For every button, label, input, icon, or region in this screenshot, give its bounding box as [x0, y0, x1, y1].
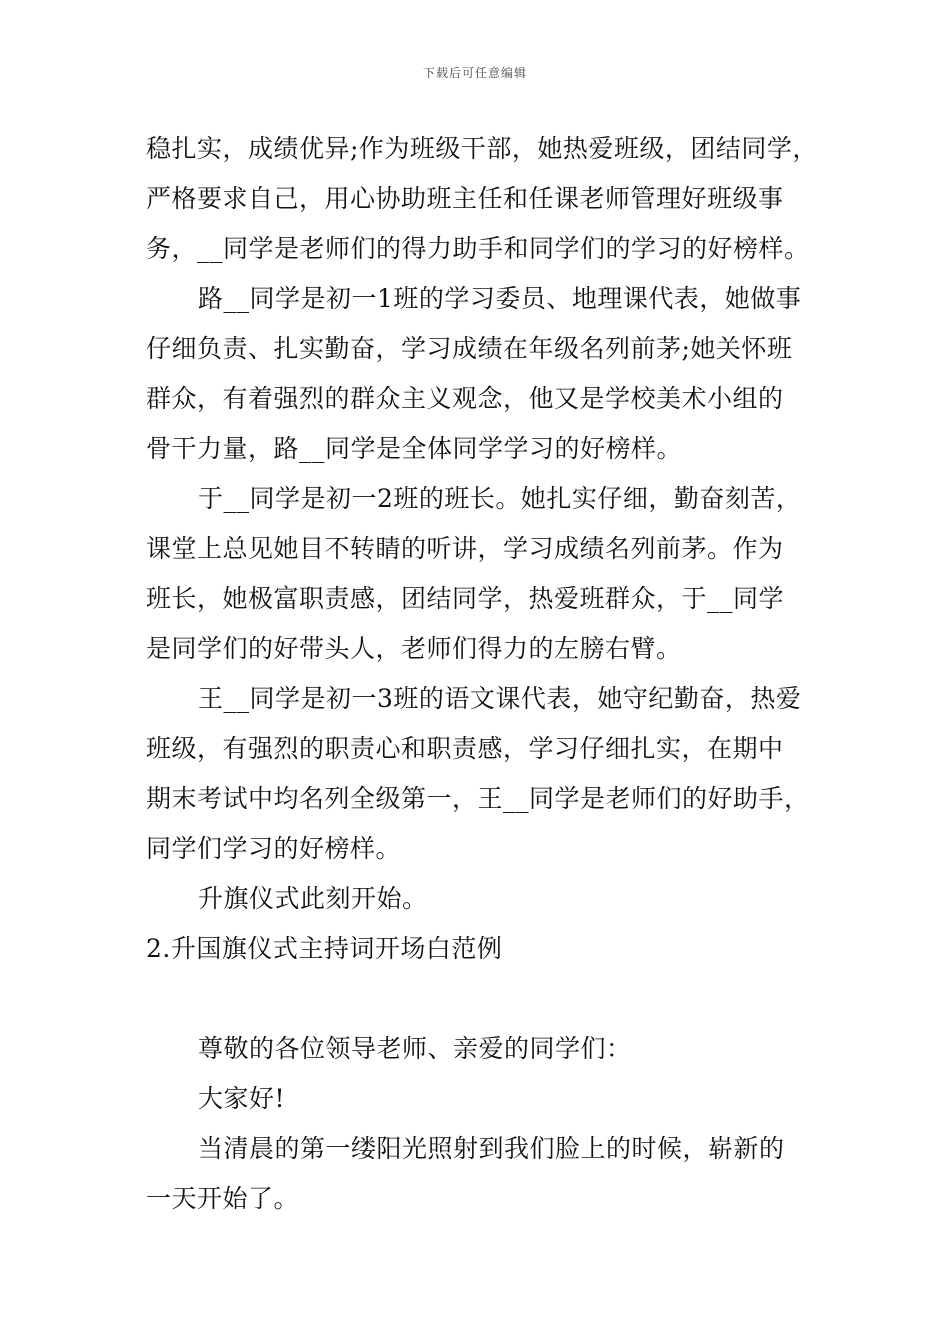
text-line: 仔细负责、扎实勤奋，学习成绩在年级名列前茅;她关怀班: [146, 334, 793, 363]
text-line: 班级，有强烈的职责心和职责感，学习仔细扎实，在期中: [146, 734, 784, 763]
text-line: 严格要求自己，用心协助班主任和任课老师管理好班级事: [146, 184, 784, 213]
document-body: [146, 124, 836, 1224]
section-heading: 2.升国旗仪式主持词开场白范例: [146, 934, 503, 963]
text-line: 同学们学习的好榜样。: [146, 834, 402, 863]
paragraph-start-line: 升旗仪式此刻开始。: [198, 884, 428, 913]
text-line: 群众，有着强烈的群众主义观念，他又是学校美术小组的: [146, 384, 784, 413]
text-line: 务，__同学是老师们的得力助手和同学们的学习的好榜样。: [146, 234, 810, 263]
paragraph-start-line: 于__同学是初一2班的班长。她扎实仔细，勤奋刻苦，: [198, 484, 802, 513]
blank-gap: [146, 974, 836, 1024]
salutation-line: 尊敬的各位领导老师、亲爱的同学们：: [198, 1034, 632, 1063]
paragraph-start-line: 路__同学是初一1班的学习委员、地理课代表，她做事: [198, 284, 802, 313]
text-line: 课堂上总见她目不转睛的听讲，学习成绩名列前茅。作为: [146, 534, 784, 563]
text-line: 是同学们的好带头人，老师们得力的左膀右臂。: [146, 634, 682, 663]
paragraph-start-line: 当清晨的第一缕阳光照射到我们脸上的时候，崭新的: [198, 1134, 785, 1163]
paragraph-start-line: 王__同学是初一3班的语文课代表，她守纪勤奋，热爱: [198, 684, 802, 713]
text-line: 一天开始了。: [146, 1184, 300, 1213]
page-header: 下载后可任意编辑: [422, 66, 527, 80]
greeting-line: 大家好!: [198, 1084, 286, 1113]
text-line: 稳扎实，成绩优异;作为班级干部，她热爱班级，团结同学，: [146, 134, 818, 163]
text-line: 骨干力量，路__同学是全体同学学习的好榜样。: [146, 434, 683, 463]
text-line: 期末考试中均名列全级第一，王__同学是老师们的好助手，: [146, 784, 810, 813]
text-line: 班长，她极富职责感，团结同学，热爱班群众，于__同学: [146, 584, 785, 613]
